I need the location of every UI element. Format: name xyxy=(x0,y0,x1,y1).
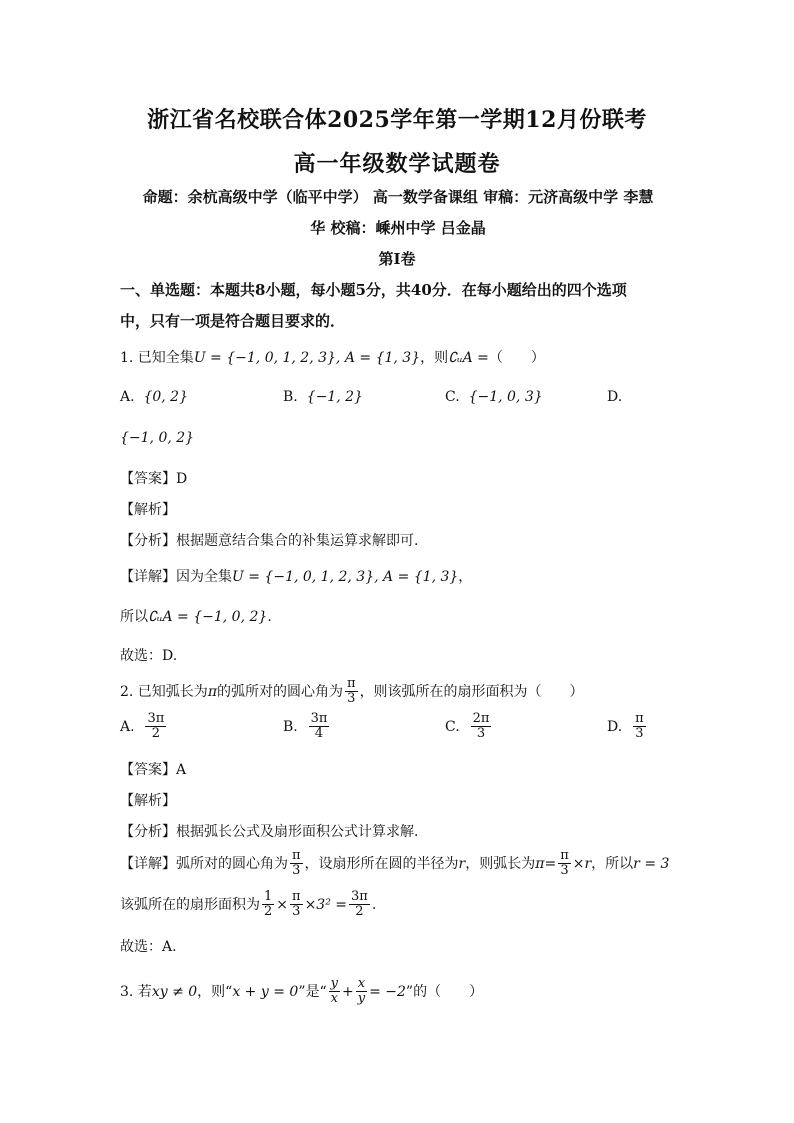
q2-option-a-den: 2 xyxy=(151,726,161,742)
q3-stem-prefix: 3. 若 xyxy=(120,983,152,1000)
q2-stem-pi: π xyxy=(207,683,218,700)
q1-detail2-suffix: . xyxy=(267,609,272,625)
q1-option-d-text: {−1, 0, 2} xyxy=(120,430,195,446)
q2-detail xyxy=(120,849,669,879)
q2-detail2-f3-num: 3π xyxy=(351,889,368,904)
q2-detail2-suffix: . xyxy=(371,896,377,913)
q2-stem-frac-denominator: 3 xyxy=(347,691,356,707)
q2-option-a-num: 3π xyxy=(147,711,165,726)
q2-detail-eq-fraction xyxy=(558,849,571,879)
q2-stem-mid: 的弧所对的圆心角为 xyxy=(217,683,344,700)
q2-option-c-num: 2π xyxy=(472,711,490,726)
q2-stem xyxy=(120,677,584,707)
q1-detail-suffix: ， xyxy=(458,569,473,585)
q2-detail2-f1-num: 1 xyxy=(264,889,273,904)
q3-stem-math1: xy ≠ 0 xyxy=(151,983,198,1000)
q2-option-c-label: C. xyxy=(445,718,460,735)
q2-detail2-f2-num: π xyxy=(292,889,301,904)
exam-title: 浙江省名校联合体2025学年第一学期12月份联考 xyxy=(147,107,647,133)
q2-detail-frac-den: 3 xyxy=(292,863,301,879)
q1-stem xyxy=(120,347,545,367)
q2-detail2-f3-den: 2 xyxy=(355,904,364,920)
section-instructions-line-1: 一、单选题：本题共8小题，每小题5分，共40分．在每小题给出的四个选项 xyxy=(120,281,627,299)
q2-option-b-den: 4 xyxy=(314,726,324,742)
q1-detail-2 xyxy=(120,606,272,626)
q1-option-d-label: D. xyxy=(607,389,623,405)
q1-option-c-text: {−1, 0, 3} xyxy=(468,389,543,405)
q2-analysis: 【分析】根据弧长公式及扇形面积公式计算求解. xyxy=(120,824,419,840)
q2-option-b-num: 3π xyxy=(310,711,328,726)
q3-frac2-den: y xyxy=(357,991,366,1007)
q2-option-d-den: 3 xyxy=(635,726,644,742)
section-instructions-line-2: 中，只有一项是符合题目要求的． xyxy=(120,312,346,330)
q2-analysis-head: 【解析】 xyxy=(120,793,176,809)
q1-option-c xyxy=(445,389,543,405)
q2-detail2-times2: ×3² = xyxy=(304,896,347,913)
q2-detail-frac-num: π xyxy=(292,848,301,863)
q1-stem-math2: ∁ᵤA = xyxy=(448,350,489,366)
q2-detail-2 xyxy=(120,890,376,920)
q2-option-b-fraction xyxy=(309,712,330,742)
q2-detail-r3: r = 3 xyxy=(633,855,670,872)
q2-option-a xyxy=(120,712,168,742)
q3-frac1 xyxy=(329,977,340,1007)
q1-analysis-head: 【解析】 xyxy=(120,502,176,518)
q3-frac2 xyxy=(356,977,367,1007)
credits-line-1: 命题：余杭高级中学（临平中学） 高一数学备课组 审稿：元济高级中学 李慧 xyxy=(142,188,654,206)
q2-detail2-frac2 xyxy=(290,890,303,920)
q1-choose: 故选：D. xyxy=(120,648,178,664)
q2-stem-prefix: 2. 已知弧长为 xyxy=(120,683,208,700)
q2-detail2-frac1 xyxy=(262,890,274,920)
q2-option-c-den: 3 xyxy=(476,726,486,742)
q1-answer: 【答案】D xyxy=(120,471,188,487)
q1-stem-suffix: （ ） xyxy=(488,350,545,366)
q3-plus: + xyxy=(342,983,354,1000)
q3-stem-math3: = −2 xyxy=(369,983,406,1000)
q2-detail-fraction xyxy=(290,849,303,879)
exam-subtitle: 高一年级数学试题卷 xyxy=(293,151,501,177)
q3-frac1-den: x xyxy=(330,991,338,1007)
q2-option-c-fraction xyxy=(471,712,492,742)
q2-detail-r: r xyxy=(458,855,466,872)
q3-stem-mid1: ，则“ xyxy=(197,983,233,1000)
q2-detail-mid2: ，则弧长为 xyxy=(465,855,536,872)
q2-option-c xyxy=(445,712,493,742)
q1-stem-math: U = {−1, 0, 1, 2, 3}, A = {1, 3} xyxy=(193,350,421,366)
q2-option-a-label: A. xyxy=(120,718,135,735)
q2-option-d xyxy=(607,712,648,742)
q2-detail-prefix: 【详解】弧所对的圆心角为 xyxy=(120,855,288,872)
q2-detail-mid: ，设扇形所在圆的半径为 xyxy=(304,855,459,872)
q1-option-a-text: {0, 2} xyxy=(143,389,188,405)
q1-option-a-label: A. xyxy=(120,389,135,405)
q1-option-b-label: B. xyxy=(283,389,298,405)
q1-option-b xyxy=(283,389,363,405)
q1-option-b-text: {−1, 2} xyxy=(306,389,363,405)
q3-stem-mid2: ”是“ xyxy=(298,983,327,1000)
q3-frac1-num: y xyxy=(330,976,338,991)
q1-detail2-math: ∁ᵤA = {−1, 0, 2} xyxy=(148,609,268,625)
q2-answer: 【答案】A xyxy=(120,762,187,778)
q2-choose: 故选：A. xyxy=(120,939,177,955)
q2-detail2-frac3 xyxy=(349,890,370,920)
q3-stem-math2: x + y = 0 xyxy=(232,983,299,1000)
q2-detail-eq-frac-den: 3 xyxy=(560,863,569,879)
volume-label: 第Ⅰ卷 xyxy=(378,250,416,268)
credits-line-2: 华 校稿：嵊州中学 吕金晶 xyxy=(310,219,486,237)
q2-detail-eq-right: ×r xyxy=(572,855,592,872)
q2-detail-mid3: ，所以 xyxy=(591,855,634,872)
q3-frac2-num: x xyxy=(357,976,366,991)
q3-stem xyxy=(120,977,483,1007)
q2-stem-suffix: ，则该弧所在的扇形面积为（ ） xyxy=(359,683,584,700)
q2-detail2-f1-den: 2 xyxy=(264,904,273,920)
q2-option-d-label: D. xyxy=(607,718,623,735)
q1-stem-mid: ，则 xyxy=(420,350,449,366)
q2-stem-frac-numerator: π xyxy=(347,676,356,691)
q1-detail-math: U = {−1, 0, 1, 2, 3}, A = {1, 3} xyxy=(232,569,459,585)
q2-option-a-fraction xyxy=(145,712,166,742)
q1-option-c-label: C. xyxy=(445,389,460,405)
q2-detail-eq-left: π= xyxy=(535,855,557,872)
q2-option-d-num: π xyxy=(635,711,644,726)
q1-stem-prefix: 1. 已知全集 xyxy=(120,350,194,366)
q2-detail-eq-frac-num: π xyxy=(560,848,569,863)
q2-option-b-label: B. xyxy=(283,718,298,735)
q3-stem-suffix: ”的（ ） xyxy=(405,983,484,1000)
q1-detail xyxy=(120,566,472,586)
q2-detail2-times1: × xyxy=(276,896,289,913)
q1-detail-prefix: 【详解】因为全集 xyxy=(120,569,232,585)
q2-stem-fraction xyxy=(345,677,358,707)
q2-option-b xyxy=(283,712,331,742)
q2-option-d-fraction xyxy=(633,712,646,742)
q1-option-a xyxy=(120,389,188,405)
q1-detail2-prefix: 所以 xyxy=(120,609,148,625)
q2-detail2-prefix: 该弧所在的扇形面积为 xyxy=(120,896,260,913)
q2-detail2-f2-den: 3 xyxy=(292,904,301,920)
q1-analysis: 【分析】根据题意结合集合的补集运算求解即可. xyxy=(120,533,419,549)
